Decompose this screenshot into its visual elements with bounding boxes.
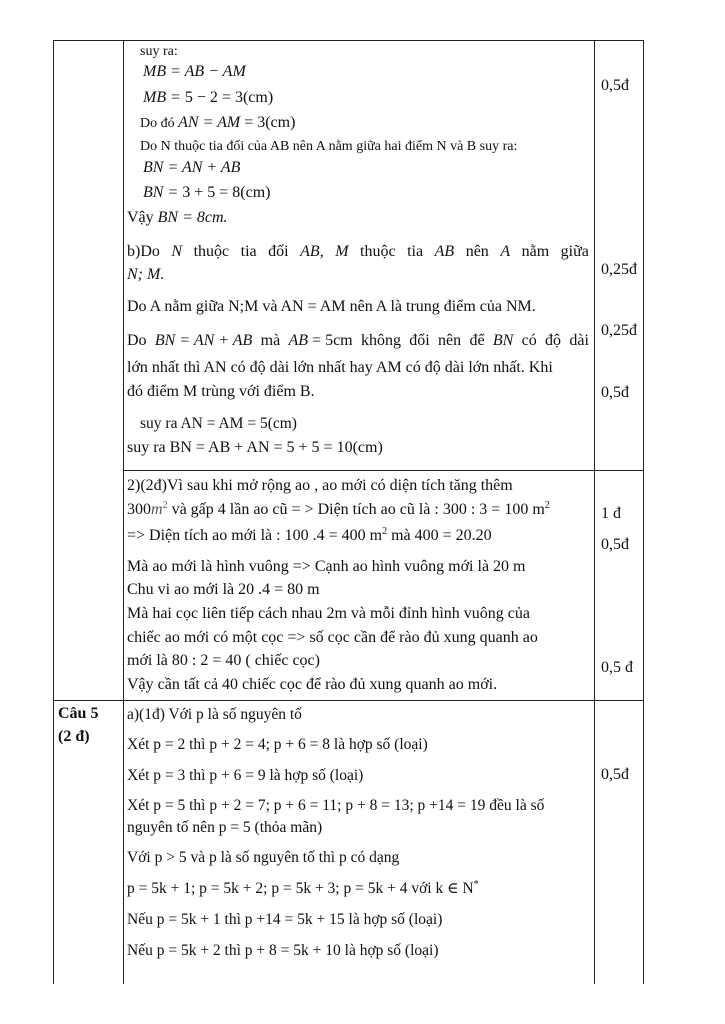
text-line: Mà hai cọc liên tiếp cách nhau 2m và mỗi đỉnh hình vuông của (127, 605, 530, 622)
row-divider (53, 700, 644, 701)
text-line: suy ra AN = AM = 5(cm) (140, 415, 297, 432)
column-divider (123, 40, 124, 984)
text-line: Xét p = 2 thì p + 2 = 4; p + 6 = 8 là hợp số (loại) (127, 736, 428, 753)
text-line: Do N thuộc tia đối của AB nên A nằm giữa hai điểm N và B suy ra: (140, 139, 518, 154)
text-line: mới là 80 : 2 = 40 ( chiếc cọc) (127, 652, 320, 669)
text-line: Xét p = 3 thì p + 6 = 9 là hợp số (loại) (127, 767, 364, 784)
score: 0,25đ (601, 322, 637, 339)
score: 0,5đ (601, 77, 629, 94)
question-points: (2 đ) (58, 728, 90, 745)
table-right-border (643, 40, 644, 984)
math-line: MB = 5 − 2 = 3(cm) (143, 89, 274, 106)
text-line: Vậy BN = 8cm. (127, 209, 228, 226)
score: 0,5 đ (601, 659, 633, 676)
table-left-border (53, 40, 54, 984)
text-line: N; M. (127, 266, 165, 283)
text-line: chiếc ao mới có một cọc => số cọc cần để rào đủ xung quanh ao (127, 629, 538, 646)
text-line: Vậy cần tất cả 40 chiếc cọc để rào đủ xung quanh ao mới. (127, 676, 498, 693)
text-line: 2)(2đ)Vì sau khi mở rộng ao , ao mới có diện tích tăng thêm (127, 477, 513, 494)
text-line: Nếu p = 5k + 2 thì p + 8 = 5k + 10 là hợp số (loại) (127, 942, 439, 959)
text-line: suy ra: (140, 44, 178, 59)
text-line: Mà ao mới là hình vuông => Cạnh ao hình vuông mới là 20 m (127, 558, 526, 575)
text-line: b)Do N thuộc tia đối AB, M thuộc tia AB nên A nằm giữa (127, 243, 589, 260)
math-line: BN = AN + AB (143, 159, 241, 176)
score: 1 đ (601, 505, 621, 522)
score: 0,5đ (601, 384, 629, 401)
text-line: Xét p = 5 thì p + 2 = 7; p + 6 = 11; p + 8 = 13; p +14 = 19 đều là số (127, 797, 545, 814)
row-divider (123, 470, 644, 471)
score: 0,5đ (601, 536, 629, 553)
score: 0,25đ (601, 261, 637, 278)
column-divider (594, 40, 595, 984)
text-line: Do BN = AN + AB mà AB = 5cm không đổi nên để BN có độ dài (127, 332, 589, 349)
math-line: MB = AB − AM (143, 63, 246, 80)
question-label: Câu 5 (58, 705, 99, 722)
text-line: Do đó AN = AM = 3(cm) (140, 114, 296, 131)
text-line: đó điểm M trùng với điểm B. (127, 383, 315, 400)
text-line: suy ra BN = AB + AN = 5 + 5 = 10(cm) (127, 439, 383, 456)
text-line: Do A nằm giữa N;M và AN = AM nên A là trung điểm của NM. (127, 298, 536, 315)
text-line: nguyên tố nên p = 5 (thỏa mãn) (127, 819, 323, 836)
text-line: Với p > 5 và p là số nguyên tố thì p có dạng (127, 849, 400, 866)
math-line: BN = 3 + 5 = 8(cm) (143, 184, 271, 201)
text-line: a)(1đ) Với p là số nguyên tố (127, 706, 302, 723)
text-line: $300m^2$ và gấp 4 lần ao cũ = > Diện tích ao cũ là : 300 : 3 = 100 $m^2$ (127, 500, 550, 518)
table-top-border (53, 40, 644, 41)
score: 0,5đ (601, 766, 629, 783)
text-line: Chu vi ao mới là 20 .4 = 80 m (127, 581, 320, 598)
text-line: Nếu p = 5k + 1 thì p +14 = 5k + 15 là hợp số (loại) (127, 911, 443, 928)
text-line: lớn nhất thì AN có độ dài lớn nhất hay AM có độ dài lớn nhất. Khi (127, 359, 553, 376)
text-line: p = 5k + 1; p = 5k + 2; p = 5k + 3; p = 5k + 4 với k ∈ N* (127, 879, 479, 897)
text-line: => Diện tích ao mới là : 100 .4 = 400 $m^2$ mà 400 = 20.20 (127, 526, 492, 544)
